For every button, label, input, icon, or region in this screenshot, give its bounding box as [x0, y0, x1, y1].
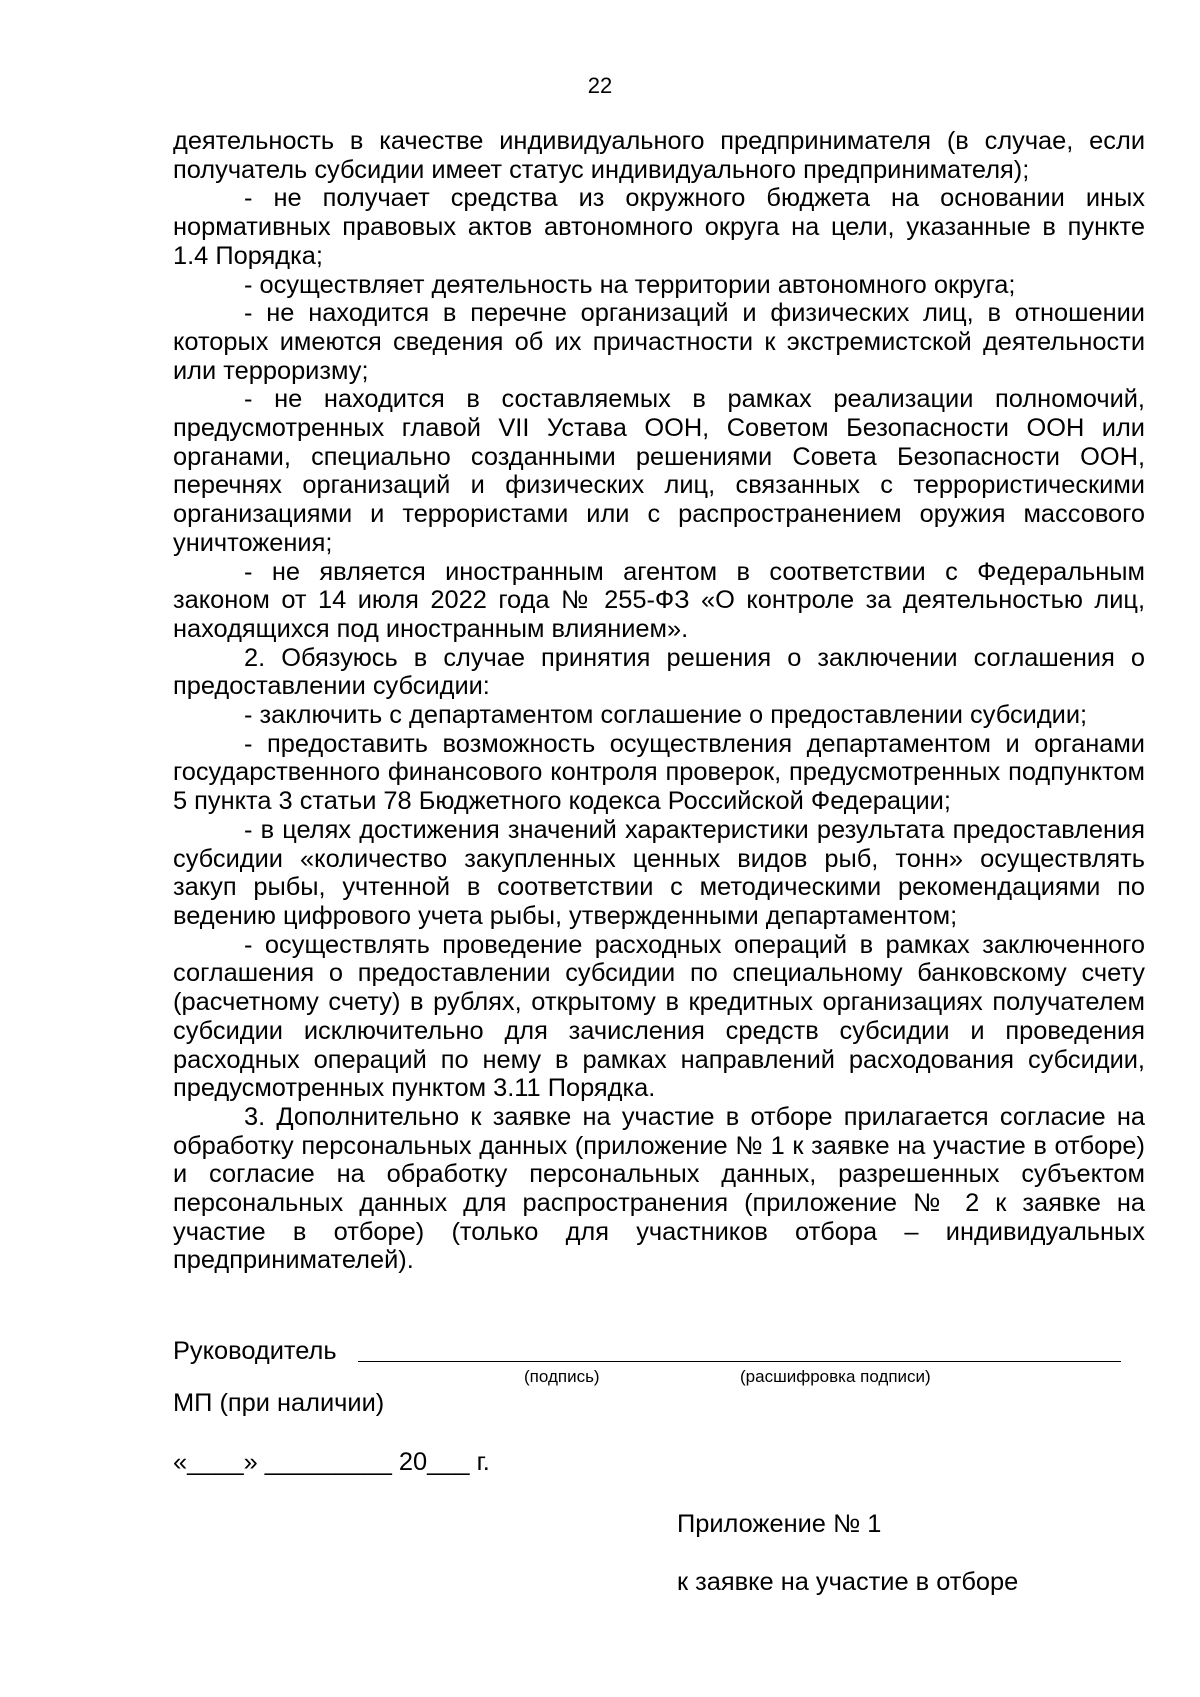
document-body	[173, 127, 1145, 1275]
paragraph: деятельность в качестве индивидуального предпринимателя (в случае, если получатель субсидии имеет статус индивидуального предпринимателя);	[173, 127, 1145, 184]
signature-block	[173, 1337, 1145, 1386]
stamp-label: МП (при наличии)	[173, 1389, 385, 1417]
paragraph: 3. Дополнительно к заявке на участие в отборе прилагается согласие на обработку персональных данных (приложение № 1 к заявке на участие в отборе) и согласие на обработку персональных данных, разрешенных субъектом персональных данных для распространения (приложение № 2 к заявке на участие в отборе) (только для участников отбора – индивидуальных предпринимателей).	[173, 1102, 1145, 1275]
paragraph: - не находится в перечне организаций и физических лиц, в отношении которых имеются сведения об их причастности к экстремистской деятельности или терроризму;	[173, 299, 1145, 385]
paragraph: 2. Обязуюсь в случае принятия решения о заключении соглашения о предоставлении субсидии:	[173, 643, 1145, 701]
appendix-subtitle: к заявке на участие в отборе	[677, 1568, 1019, 1596]
signature-label: Руководитель	[173, 1337, 337, 1365]
paragraph: - осуществляет деятельность на территории автономного округа;	[244, 270, 1016, 299]
paragraph: - заключить с департаментом соглашение о предоставлении субсидии;	[244, 701, 1088, 730]
signature-hint: (подпись)	[524, 1367, 600, 1386]
paragraph: - предоставить возможность осуществления департаментом и органами государственного финансового контроля проверок, предусмотренных подпунктом 5 пункта 3 статьи 78 Бюджетного кодекса Российской Федерации;	[173, 729, 1145, 816]
signature-name-hint: (расшифровка подписи)	[740, 1367, 931, 1386]
paragraph: - не находится в составляемых в рамках реализации полномочий, предусмотренных главой VII Устава ООН, Советом Безопасности ООН или органами, специально созданными решениями Совета Безопасности ООН, перечнях организаций и физических лиц, связанных с террористическими организациями и террористами или с распространением оружия массового уничтожения;	[173, 385, 1145, 557]
date-line: «____» _________ 20___ г.	[173, 1448, 490, 1476]
appendix-title: Приложение № 1	[677, 1510, 882, 1538]
paragraph: - осуществлять проведение расходных операций в рамках заключенного соглашения о предоставлении субсидии по специальному банковскому счету (расчетному счету) в рублях, открытому в кредитных организациях получателем субсидии исключительно для зачисления средств субсидии и проведения расходных операций по нему в рамках направлений расходования субсидии, предусмотренных пунктом 3.11 Порядка.	[173, 930, 1145, 1103]
paragraph: - не является иностранным агентом в соответствии с Федеральным законом от 14 июля 2022 года № 255-ФЗ «О контроле за деятельностью лиц, находящихся под иностранным влиянием».	[173, 557, 1145, 643]
paragraph: - не получает средства из окружного бюджета на основании иных нормативных правовых актов автономного округа на цели, указанные в пункте 1.4 Порядка;	[173, 184, 1145, 270]
signature-line	[358, 1361, 1121, 1362]
page-number: 22	[587, 73, 613, 98]
paragraph: - в целях достижения значений характеристики результата предоставления субсидии «количество закупленных ценных видов рыб, тонн» осуществлять закуп рыбы, учтенной в соответствии с методическими рекомендациями по ведению цифрового учета рыбы, утвержденными департаментом;	[173, 815, 1145, 930]
